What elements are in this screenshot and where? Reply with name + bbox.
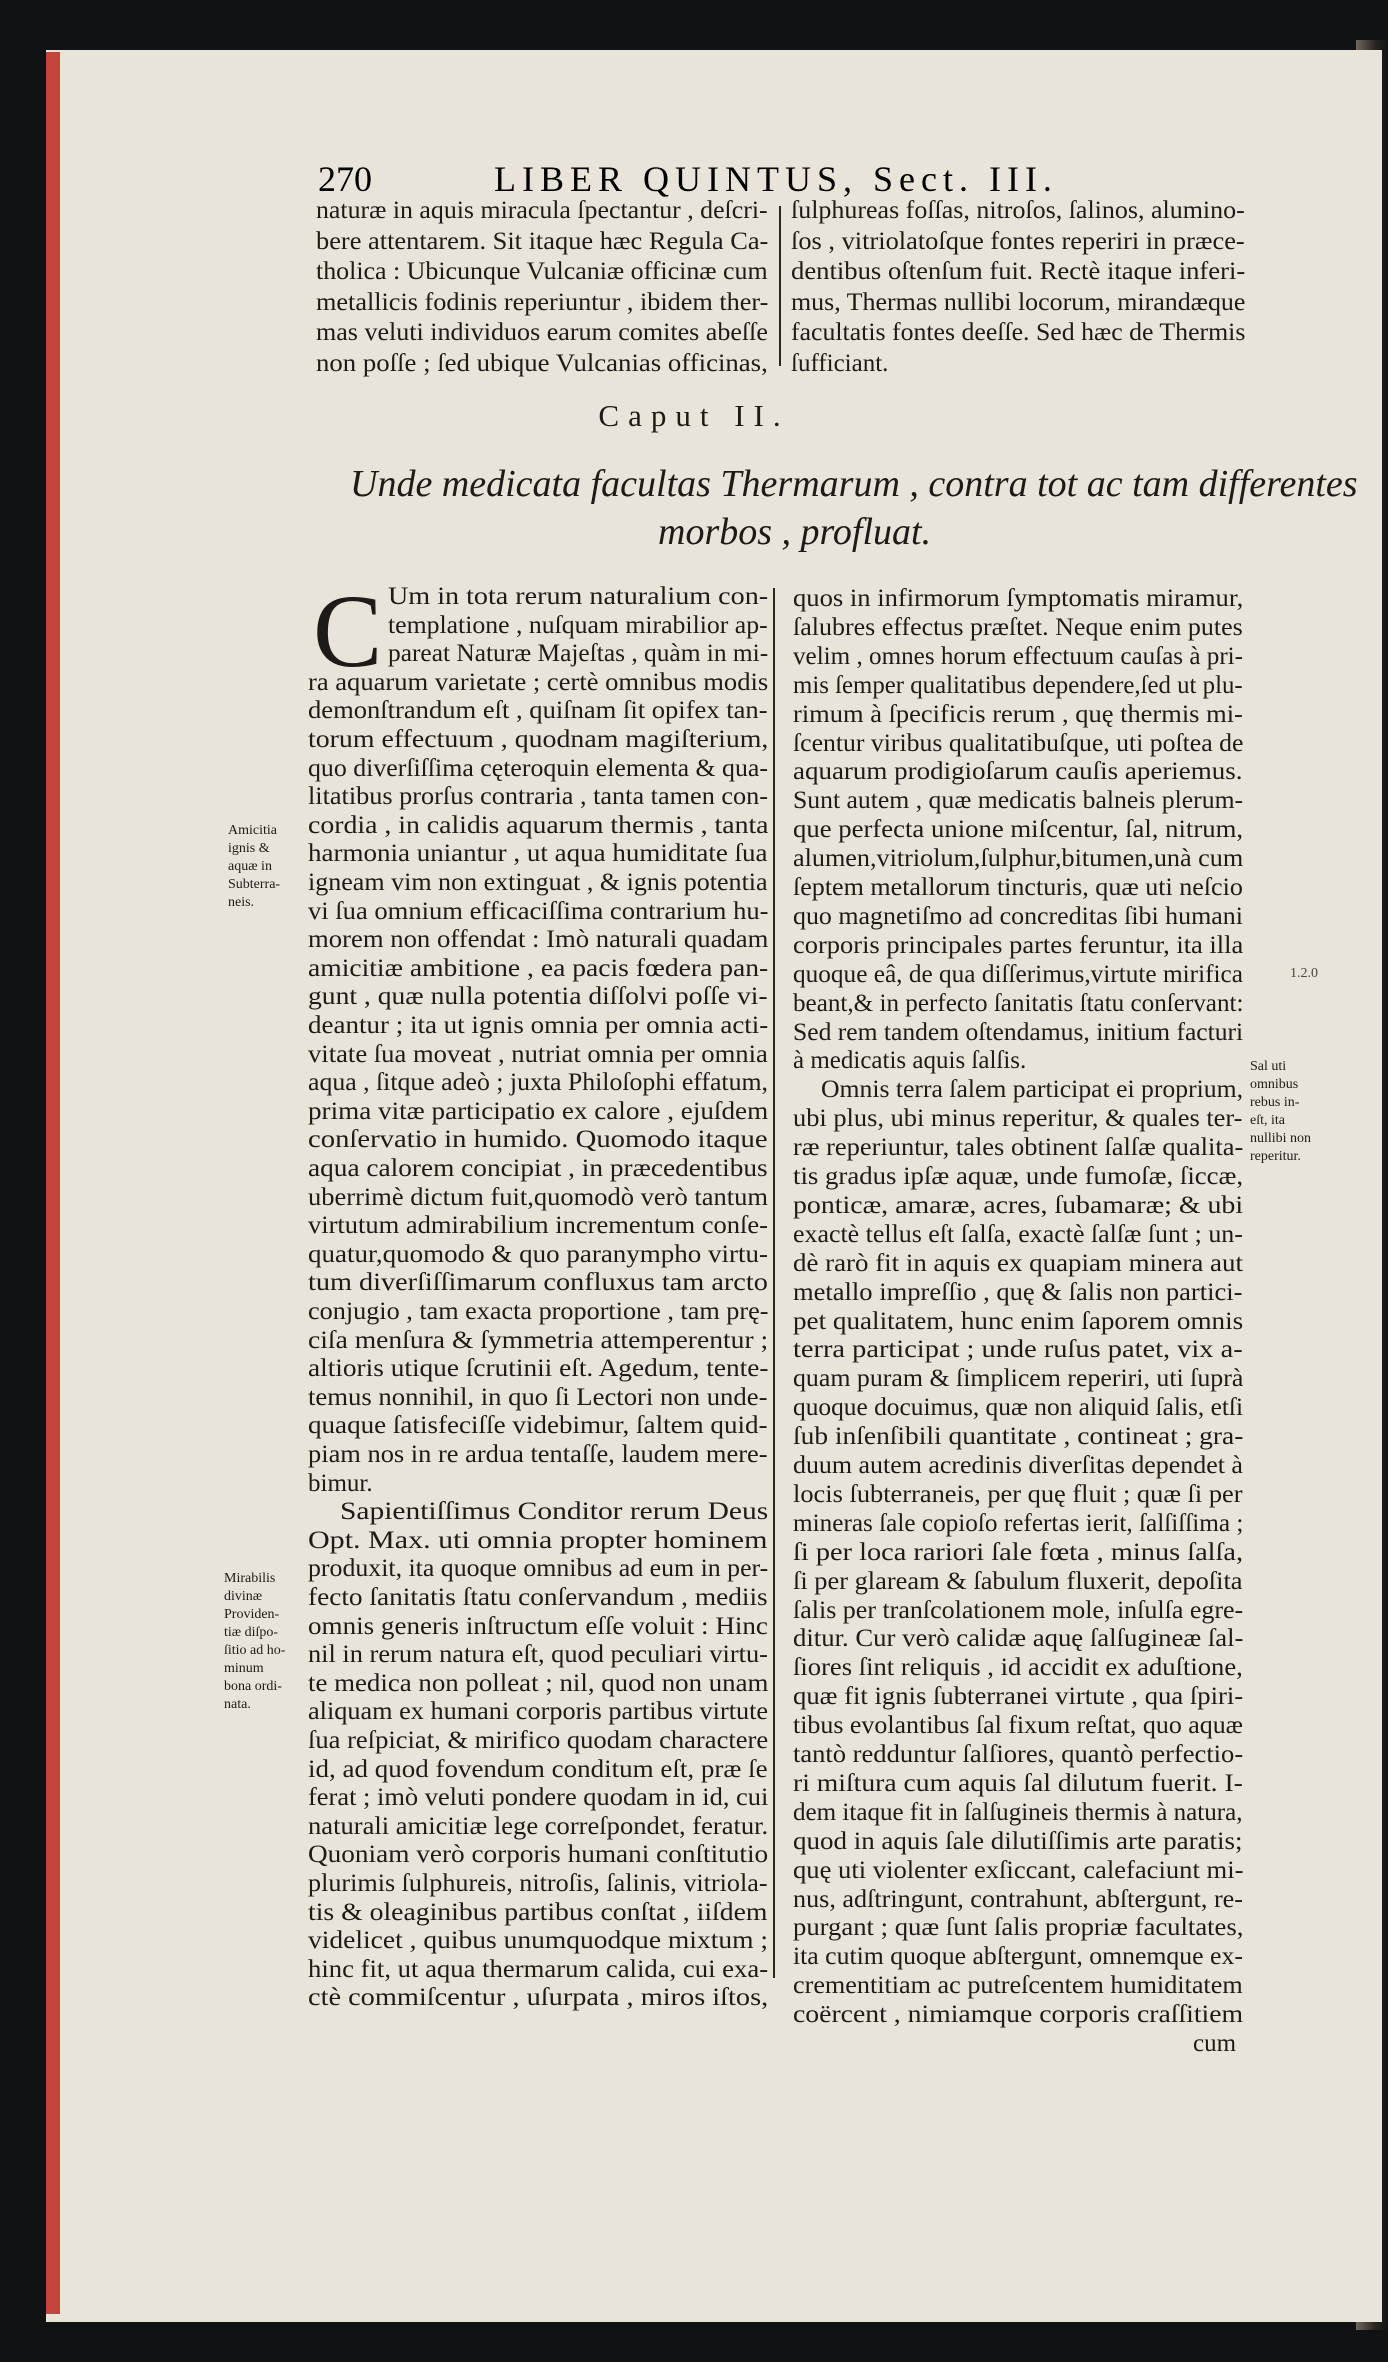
top-right-line: ſos , vitriolatoſque fontes reperiri in præce-	[791, 227, 1245, 255]
left-column-line: pareat Naturæ Majeſtas , quàm in mi-	[388, 640, 769, 668]
left-column-line: amicitiæ ambitione , ea pacis fœdera pan-	[308, 954, 769, 982]
left-column-line: te medica non polleat ; nil, quod non unam	[308, 1669, 769, 1697]
margin-note-line: omnibus	[1250, 1077, 1299, 1092]
left-column-line: torum effectuum , quodnam magiſterium,	[308, 726, 769, 753]
top-right-line: facultatis fontes deeſſe. Sed hæc de Thermis	[791, 319, 1246, 346]
left-column-line: conjugio , tam exacta proportione , tam prę-	[308, 1298, 769, 1325]
left-column-line: prima vitæ participatio ex calore , ejuſdem	[308, 1097, 769, 1125]
left-column-line: conſervatio in humido. Quomodo itaque	[308, 1126, 768, 1154]
right-column-line: ſeptem metallorum tincturis, quæ uti neſcio	[793, 874, 1243, 901]
left-column-line: aqua , ſitque adeò ; juxta Philoſophi effatum,	[308, 1069, 768, 1097]
right-column-line: quo magnetiſmo ad concreditas ſibi humani	[793, 902, 1243, 930]
left-column-line: harmonia uniantur , ut aqua humiditate ſua	[308, 840, 768, 868]
right-column-line: ditur. Cur verò calidæ aquę ſalſugineæ ſal-	[793, 1625, 1244, 1653]
left-column-line: omnis generis inſtructum eſſe voluit : Hinc	[308, 1612, 768, 1640]
top-left-line: naturæ in aquis miracula ſpectantur , deſcri-	[316, 197, 768, 224]
margin-note-line: rebus in-	[1250, 1095, 1300, 1110]
margin-ink-mark: 1.2.0	[1290, 966, 1318, 981]
left-column-line: temus nonnihil, in quo ſi Lectori non unde-	[308, 1383, 768, 1411]
margin-note-line: ſitio ad ho-	[224, 1643, 286, 1658]
margin-note-line: Subterra-	[228, 877, 281, 892]
right-column-line: purgant ; quæ ſunt ſalis propriæ facultates,	[793, 1914, 1244, 1942]
chapter-title-line-1: Unde medicata facultas Thermarum , contra tot ac tam differentes	[350, 463, 1358, 505]
margin-note-line: reperitur.	[1250, 1149, 1301, 1164]
left-column-line: naturali amicitiæ lege correſpondet, feratur.	[308, 1812, 769, 1840]
right-column-line: ſi per glaream & ſabulum fluxerit, depoſita	[793, 1567, 1243, 1595]
left-column-line: igneam vim non extinguat , & ignis potentia	[308, 869, 768, 896]
left-column-line: tum diverſiſſimarum confluxus tam arcto	[308, 1269, 768, 1297]
left-column-line: Quoniam verò corporis humani conſtitutio	[308, 1841, 769, 1869]
right-column-line: locis ſubterraneis, per quę fluit ; quæ ſi per	[793, 1480, 1243, 1508]
top-right-line: ſulphureas foſſas, nitroſos, ſalinos, alumino-	[791, 197, 1245, 224]
left-column-line: plurimis ſulphureis, nitroſis, ſalinis, vitriola-	[308, 1870, 768, 1897]
right-column-line: quoque docuimus, quæ non aliquid ſalis, etſi	[793, 1394, 1244, 1422]
left-column-line: uberrimè dictum fuit,quomodò verò tantum	[308, 1183, 768, 1211]
right-column-line: à medicatis aquis ſalſis.	[793, 1047, 1027, 1075]
right-column-line: velim , omnes horum effectuum cauſas à pri-	[793, 642, 1244, 670]
right-column-line: tibus evolantibus ſal fixum reſtat, quo aquæ	[793, 1712, 1243, 1740]
margin-note-sal	[1250, 1058, 1311, 1166]
right-column-line: dem itaque fit in ſalſugineis thermis à natura,	[793, 1798, 1243, 1826]
left-column-line: virtutum admirabilium incrementum conſe-	[308, 1212, 768, 1240]
right-column-line: rimum à ſpecificis rerum , quę thermis mi-	[793, 700, 1243, 728]
right-column-line: mineras ſale copioſo refertas ierit, ſalſiſſima ;	[793, 1509, 1244, 1537]
chapter-title-line-2: morbos , profluat.	[658, 511, 932, 553]
margin-note-mirabilis	[224, 1570, 285, 1714]
left-column-line: altioris utique ſcrutinii eſt. Agedum, tente-	[308, 1355, 769, 1383]
margin-note-line: bona ordi-	[224, 1679, 282, 1694]
margin-note-amicitia	[228, 822, 280, 912]
left-column-line: videlicet , quibus unumquodque mixtum ;	[308, 1927, 769, 1955]
margin-note-line: tiæ diſpo-	[224, 1625, 279, 1640]
right-column-line: ubi plus, ubi minus reperitur, & quales ter-	[793, 1105, 1243, 1133]
left-column-line: morem non offendat : Imò naturali quadam	[308, 926, 769, 954]
left-column-line: Opt. Max. uti omnia propter hominem	[308, 1526, 768, 1554]
top-left-line: mas veluti individuos earum comites abeſſe	[316, 319, 768, 346]
margin-note-line: neis.	[228, 895, 255, 910]
right-column-line: terra participat ; unde ruſus patet, vix a-	[793, 1336, 1243, 1364]
right-column-line: quod in aquis ſale dilutiſſimis arte paratis;	[793, 1827, 1243, 1855]
right-column-line: ſalis per tranſcolationem mole, inſulſa egre-	[793, 1596, 1244, 1624]
right-column-line: Sed rem tandem oſtendamus, initium facturi	[793, 1018, 1244, 1046]
right-column-line: Omnis terra ſalem participat ei proprium,	[821, 1076, 1243, 1104]
right-column-line: que perfecta unione miſcentur, ſal, nitrum,	[793, 816, 1244, 844]
chapter-heading: Caput II.	[598, 398, 790, 433]
right-column-line: quos in infirmorum ſymptomatis miramur,	[793, 585, 1244, 612]
right-column-line: quæ fit ignis ſubterranei virtute , qua ſpiri-	[793, 1683, 1244, 1711]
left-column-line: deantur ; ita ut ignis omnia per omnia acti-	[308, 1012, 769, 1039]
right-column-line: dè rarò fit in aquis ex quapiam minera aut	[793, 1249, 1243, 1277]
top-right-line: dentibus oſtenſum fuit. Rectè itaque inferi-	[791, 258, 1246, 285]
right-column-line: coërcent , nimiamque corporis craſſitiem	[793, 2001, 1244, 2029]
right-column-line: quam puram & ſimplicem reperiri, uti ſuprà	[793, 1365, 1244, 1393]
right-column-line: ſub inſenſibili quantitate , contineat ; gra-	[793, 1423, 1244, 1451]
margin-note-line: nullibi non	[1250, 1131, 1312, 1146]
right-column-line: ſalubres effectus præſtet. Neque enim putes	[793, 613, 1243, 641]
left-column-line: quo diverſiſſima cęteroquin elementa & qua-	[308, 754, 768, 782]
left-column-line: ctè commiſcentur , uſurpata , miros iſtos,	[308, 1984, 769, 2012]
top-right-line: mus, Thermas nullibi locorum, mirandæque	[791, 288, 1246, 316]
top-left-line: non poſſe ; ſed ubique Vulcanias officinas,	[316, 349, 768, 377]
right-column-line: exactè tellus eſt ſalſa, exactè ſalſæ ſunt ; un-	[793, 1220, 1243, 1248]
right-column-line: ponticæ, amaræ, acres, ſubamaræ; & ubi	[793, 1191, 1244, 1219]
right-column-line: pet qualitatem, hunc enim ſaporem omnis	[793, 1307, 1244, 1335]
right-column-line: corporis principales partes feruntur, ita illa	[793, 931, 1244, 959]
left-column-line: gunt , quæ nulla potentia diſſolvi poſſe vi-	[308, 983, 768, 1011]
right-column-line: quoque eâ, de qua diſſerimus,virtute mirifica	[793, 960, 1243, 988]
right-column-line: ri miſtura cum aquis ſal dilutum fuerit. I-	[793, 1769, 1243, 1797]
right-column-line: duum autem acredinis diverſitas dependet à	[793, 1452, 1243, 1479]
top-right-line: ſufficiant.	[791, 349, 889, 377]
margin-note-line: Mirabilis	[224, 1571, 276, 1586]
right-column-line: tantò redduntur ſalſiores, quantò perfectio-	[793, 1741, 1244, 1768]
left-column-line: bimur.	[308, 1469, 373, 1497]
right-column-line: Sunt autem , quæ medicatis balneis plerum-	[793, 787, 1244, 815]
margin-note-line: aquæ in	[228, 859, 272, 874]
margin-note-line: Sal uti	[1250, 1059, 1287, 1074]
drop-cap: C	[313, 574, 383, 689]
top-left-line: tholica : Ubicunque Vulcaniæ officinæ cum	[316, 258, 768, 285]
margin-note-line: eſt, ita	[1250, 1113, 1285, 1128]
left-column-line: vitate ſua moveat , nutriat omnia per omnia	[308, 1040, 768, 1068]
margin-note-line: Amicitia	[228, 823, 277, 838]
left-column-line: nil in rerum natura eſt, quod peculiari virtu-	[308, 1641, 768, 1669]
column-rule-main	[773, 588, 775, 1978]
right-column-line: ſiores ſint reliquis , id accidit ex aduſtione,	[793, 1654, 1243, 1682]
left-column-line: quatur,quomodo & quo paranympho virtu-	[308, 1240, 769, 1268]
right-column-line: ita cutim quoque abſtergunt, omnemque ex-	[793, 1943, 1243, 1971]
right-column-line: alumen,vitriolum,ſulphur,bitumen,unà cum	[793, 845, 1244, 873]
right-column-line: mis ſemper qualitatibus dependere,ſed ut plu-	[793, 671, 1243, 699]
column-rule-top	[779, 206, 781, 366]
left-column-line: ciſa menſura & ſymmetria attemperentur ;	[308, 1326, 769, 1354]
margin-note-line: Providen-	[224, 1607, 280, 1622]
left-column-line: litatibus prorſus contraria , tanta tamen con-	[308, 783, 769, 811]
left-column-line: aqua calorem concipiat , in præcedentibus	[308, 1155, 768, 1182]
margin-note-line: minum	[224, 1661, 264, 1676]
left-column-line: vi ſua omnium efficaciſſima contrarium hu-	[308, 897, 769, 925]
left-column-line: ſua reſpiciat, & mirifico quodam charactere	[308, 1727, 769, 1754]
left-column-line: hinc fit, ut aqua thermarum calida, cui exa-	[308, 1955, 769, 1983]
left-column-line: cordia , in calidis aquarum thermis , tanta	[308, 811, 769, 839]
left-column-line: Um in tota rerum naturalium con-	[388, 583, 769, 610]
right-column-line: crementitiam ac putreſcentem humiditatem	[793, 1972, 1243, 2000]
left-column-line: templatione , nuſquam mirabilior ap-	[388, 611, 768, 639]
right-column-line: quę uti violenter exſiccant, calefaciunt mi-	[793, 1856, 1244, 1884]
left-column-line: Sapientiſſimus Conditor rerum Deus	[340, 1498, 769, 1526]
left-column-line: ra aquarum varietate ; certè omnibus modis	[308, 668, 769, 696]
left-column-line: id, ad quod fovendum conditum eſt, præ ſe	[308, 1755, 768, 1783]
left-column-line: piam nos in re ardua tentaſſe, laudem mere-	[308, 1441, 768, 1468]
left-column-line: demonſtrandum eſt , quiſnam ſit opifex tan-	[308, 697, 768, 725]
right-column-line: aquarum prodigioſarum cauſis aperiemus.	[793, 758, 1243, 786]
right-column-line: metallo impreſſio , quę & ſalis non partici-	[793, 1278, 1243, 1306]
top-left-line: bere attentarem. Sit itaque hæc Regula Ca-	[316, 227, 769, 255]
page-number: 270	[318, 159, 372, 199]
margin-note-line: divinæ	[224, 1589, 263, 1604]
right-column-line: ſi per loca rariori ſale fœta , minus ſalſa,	[793, 1538, 1244, 1566]
right-column-line: nus, adſtringunt, contrahunt, abſtergunt, re-	[793, 1885, 1243, 1913]
left-column-line: tis & oleaginibus partibus conſtat , iiſdem	[308, 1898, 768, 1926]
right-column-line: beant,& in perfecto ſanitatis ſtatu conſervant:	[793, 989, 1244, 1017]
running-title: LIBER QUINTUS, Sect. III.	[494, 159, 1058, 199]
top-left-line: metallicis fodinis reperiuntur , ibidem ther-	[316, 288, 769, 316]
left-column-line: aliquam ex humani corporis partibus virtute	[308, 1698, 769, 1726]
right-column-line: cum	[1193, 2030, 1237, 2057]
margin-note-line: nata.	[224, 1697, 251, 1712]
right-column-line: ræ reperiuntur, tales obtinent ſalſæ qualita-	[793, 1134, 1244, 1162]
left-column-line: fecto ſanitatis ſtatu conſervandum , mediis	[308, 1584, 768, 1611]
margin-note-line: ignis &	[228, 841, 270, 856]
left-column-line: produxit, ita quoque omnibus ad eum in per-	[308, 1555, 769, 1583]
left-column-line: quaque ſatisfeciſſe videbimur, ſaltem quid-	[308, 1412, 768, 1440]
right-column-line: ſcentur viribus qualitatibuſque, uti poſtea de	[793, 729, 1244, 757]
right-column-line: tis gradus ipſæ aquæ, unde fumoſæ, ſiccæ,	[793, 1163, 1244, 1190]
left-column-line: ferat ; imò veluti pondere quodam in id, cui	[308, 1784, 769, 1812]
red-page-edge	[46, 52, 60, 2314]
